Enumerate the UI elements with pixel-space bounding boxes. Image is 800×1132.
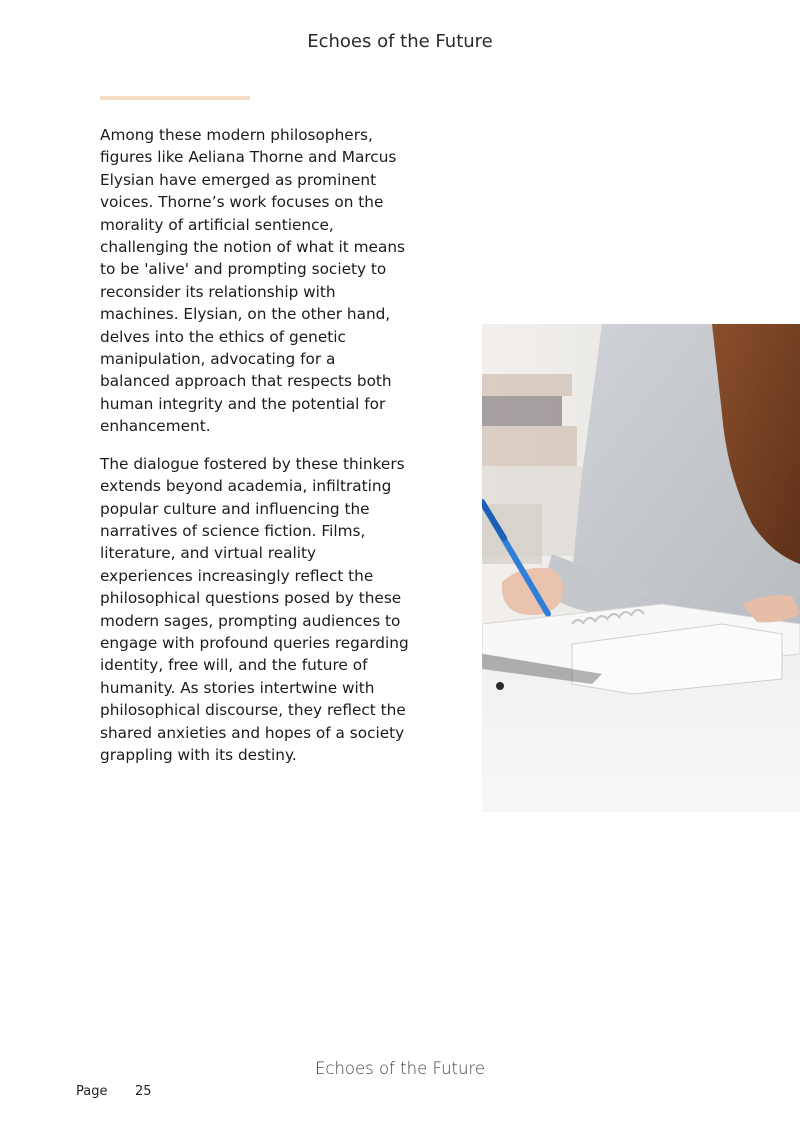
page-number: 25 xyxy=(135,1084,152,1099)
woman-writing-photo xyxy=(482,324,800,812)
photo-illustration xyxy=(482,324,800,812)
paragraph-2: The dialogue fostered by these thinkers extends beyond academia, infiltrating popular culture and influencing the narratives of science fiction. Films, literature, and virtual reality experiences increasingly reflect the philosophical questions posed by these modern sages, prompting audiences to engage with profound queries regarding identity, free will, and the future of humanity. As stories intertwine with philosophical discourse, they reflect the shared anxieties and hopes of a society grappling with its destiny. xyxy=(100,454,409,764)
header-title: Echoes of the Future xyxy=(307,31,493,52)
page-label: Page xyxy=(76,1084,108,1099)
paragraph-1: Among these modern philosophers, figures like Aeliana Thorne and Marcus Elysian have emerged as prominent voices. Thorne’s work focuses on the morality of artificial sentience, challenging the notion of what it means to be 'alive' and prompting society to reconsider its relationship with machines. Elysian, on the other hand, delves into the ethics of genetic manipulation, advocating for a balanced approach that respects both human integrity and the potential for enhancement. xyxy=(100,126,406,436)
footer-title: Echoes of the Future xyxy=(314,1059,486,1078)
body-text xyxy=(100,124,410,781)
accent-rule xyxy=(100,96,250,100)
